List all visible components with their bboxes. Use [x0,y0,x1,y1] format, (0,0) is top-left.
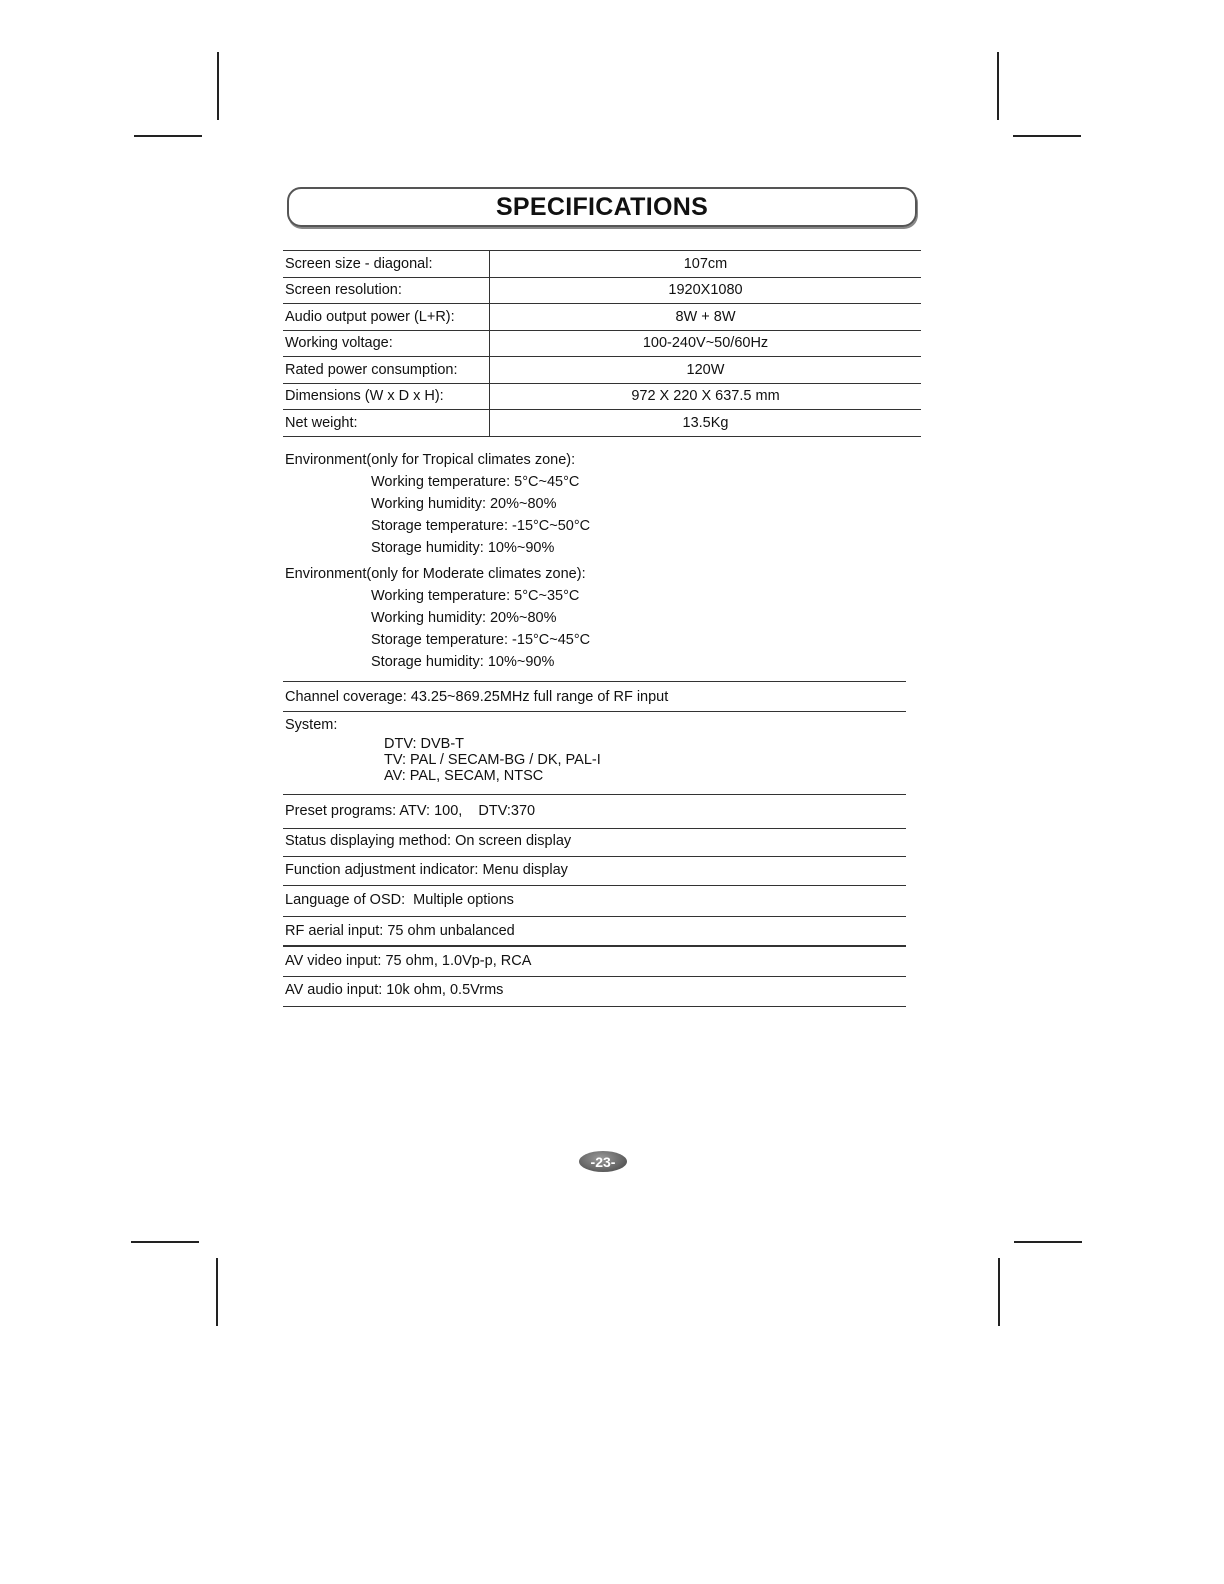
environment-heading: Environment(only for Moderate climates zone): [285,566,586,582]
divider [283,916,906,917]
system-line: TV: PAL / SECAM-BG / DK, PAL-I [384,752,601,768]
table-row [283,383,921,410]
spec-value: 13.5Kg [490,410,922,437]
crop-mark [134,135,202,137]
crop-mark [131,1241,199,1243]
crop-mark [216,1258,218,1326]
osd-language: Language of OSD: Multiple options [285,892,514,908]
environment-item: Storage humidity: 10%~90% [371,654,555,670]
page-number: -23- [579,1151,627,1172]
page-title: SPECIFICATIONS [495,192,709,221]
environment-tropical [285,449,590,559]
system-label: System: [285,717,338,733]
environment-item: Working temperature: 5°C~45°C [371,474,580,490]
function-indicator: Function adjustment indicator: Menu display [285,862,568,878]
av-audio-input: AV audio input: 10k ohm, 0.5Vrms [285,982,504,998]
divider [283,1006,906,1007]
crop-mark [1013,135,1081,137]
system-list [384,736,601,784]
spec-label: Screen size - diagonal: [283,251,490,278]
spec-value: 8W + 8W [490,304,922,331]
environment-item: Storage temperature: -15°C~45°C [371,632,591,648]
spec-value: 107cm [490,251,922,278]
divider [283,945,906,947]
divider [283,828,906,829]
spec-label: Rated power consumption: [283,357,490,384]
spec-label: Net weight: [283,410,490,437]
crop-mark [998,1258,1000,1326]
table-row [283,357,921,384]
environment-heading: Environment(only for Tropical climates zone): [285,452,576,468]
rf-input: RF aerial input: 75 ohm unbalanced [285,923,515,939]
av-video-input: AV video input: 75 ohm, 1.0Vp-p, RCA [285,953,532,969]
table-row [283,304,921,331]
spec-label: Dimensions (W x D x H): [283,383,490,410]
environment-item: Working humidity: 20%~80% [371,610,557,626]
system-line: AV: PAL, SECAM, NTSC [384,768,544,784]
crop-mark [217,52,219,120]
environment-item: Working humidity: 20%~80% [371,496,557,512]
table-row [283,277,921,304]
environment-item: Storage humidity: 10%~90% [371,540,555,556]
system-line: DTV: DVB-T [384,736,465,752]
table-row [283,330,921,357]
divider [283,794,906,795]
crop-mark [997,52,999,120]
status-display: Status displaying method: On screen display [285,833,572,849]
table-row [283,251,921,278]
spec-value: 972 X 220 X 637.5 mm [490,383,922,410]
divider [283,976,906,977]
divider [283,681,906,682]
environment-item: Storage temperature: -15°C~50°C [371,518,591,534]
environment-item: Working temperature: 5°C~35°C [371,588,580,604]
divider [283,856,906,857]
table-row [283,410,921,437]
spec-table [283,250,921,437]
channel-coverage: Channel coverage: 43.25~869.25MHz full range of RF input [285,689,669,705]
divider [283,711,906,712]
title-box [287,187,917,227]
spec-value: 1920X1080 [490,277,922,304]
environment-moderate [285,563,590,673]
divider [283,885,906,886]
spec-label: Screen resolution: [283,277,490,304]
crop-mark [1014,1241,1082,1243]
preset-programs: Preset programs: ATV: 100, DTV:370 [285,803,536,819]
spec-label: Audio output power (L+R): [283,304,490,331]
spec-value: 120W [490,357,922,384]
spec-value: 100-240V~50/60Hz [490,330,922,357]
spec-label: Working voltage: [283,330,490,357]
